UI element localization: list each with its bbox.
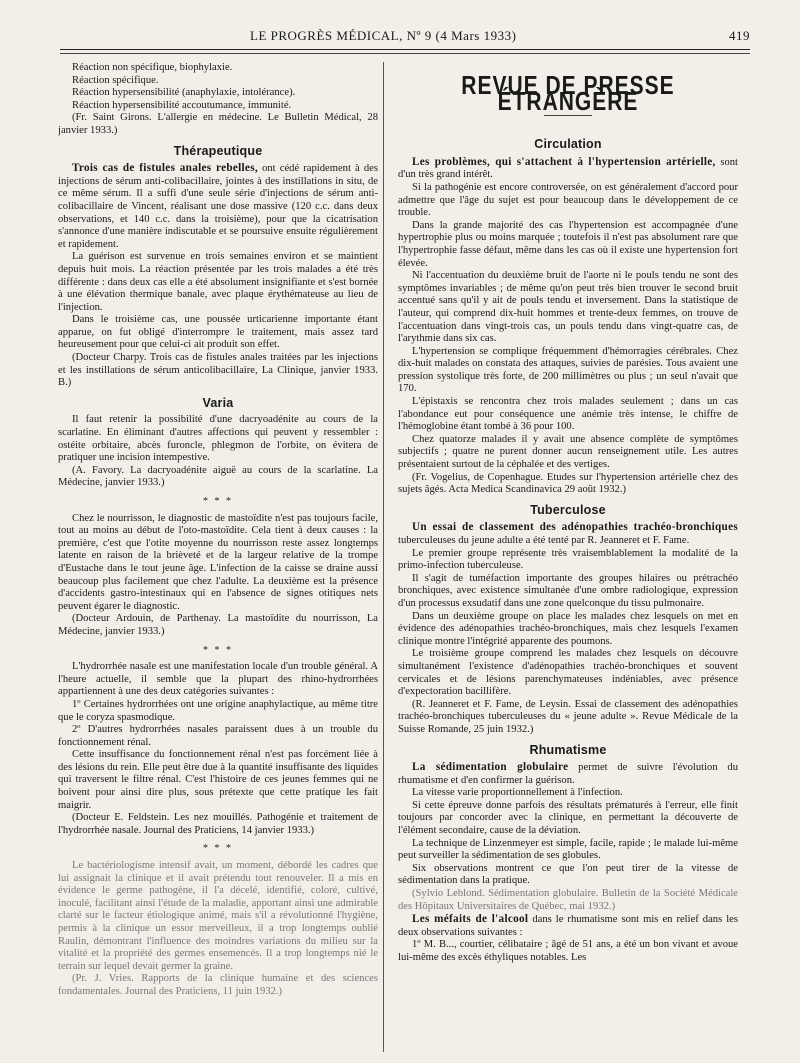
article-lead: Un essai de classement des adénopathies trachéo-bronchiques [412, 521, 738, 534]
intro-line: Réaction spécifique. [72, 74, 159, 86]
article-lead: Les problèmes, qui s'attachent à l'hypertension artérielle, [412, 155, 716, 168]
paragraph: Dans un deuxième groupe on place les malades chez lesquels on met en évidence des adénopathies trachéo-bronchiques, mais chez lesquels l'examen clinique montre l'intégrité apparente des poumons. [398, 610, 738, 647]
paragraph: L'hydrorrhée nasale est une manifestation locale d'un trouble général. A l'heure actuelle, il semble que la plupart des rhino-hydrorrhées appartiennent à une des deux catégories suivantes : [58, 661, 378, 698]
asterism: * * * [203, 496, 233, 507]
paragraph: Il s'agit de tuméfaction importante des groupes hilaires ou prétrachéo bronchiques, avec existence simultanée d'une ombre radiologique, expression d'un processus exsudatif dans une zone quelconque du tissu pulmonaire. [398, 572, 738, 609]
paragraph: ont cédé rapidement à des injections de sérum anti-colibacillaire, jointes à des instillations in situ, de ce même sérum. Il a suffi d'une seule série d'injections de sérum anti-colibacillaire de Vincent, réalisant une dose massive (120 c.c. dans deux observations, et 140 c.c. dans la troisième), pour que la cicatrisation s'annonce d'une manière indiscutable et se poursuive ensuite régulièrement et rapidement. [58, 163, 378, 250]
intro-line: Réaction hypersensibilité accoutumance, immunité. [72, 99, 292, 111]
paragraph: La technique de Linzenmeyer est simple, facile, rapide ; le malade lui-même peut surveiller la sédimentation de ses globules. [398, 837, 738, 862]
reference: (Docteur Charpy. Trois cas de fistules anales traitées par les injections et les instillations de sérum anticolibacillaire, La Clinique, janvier 1933. B.) [58, 352, 378, 389]
paragraph: Dans la grande majorité des cas l'hypertension est accompagnée d'une hypertrophie plus ou moins marquée ; toutefois il n'est pas absolument rare que l'hypertrophie fasse défaut, même dans les cas où il existe une hypertension fort élevée. [398, 219, 738, 269]
paragraph: 2º D'autres hydrorrhées nasales paraissent dues à un trouble du fonctionnement rénal. [58, 724, 378, 748]
section-title: Tuberculose [530, 502, 606, 517]
paragraph: Six observations montrent ce que l'on peut tirer de la vitesse de sédimentation dans la pratique. [398, 862, 738, 887]
asterism: * * * [203, 843, 233, 855]
reference: (Docteur E. Feldstein. Les nez mouillés. Pathogénie et traitement de l'hydrorrhée nasale. Journal des Praticiens, 14 janvier 1933.) [58, 812, 378, 836]
paragraph: dans le rhumatisme sont mis en relief dans les deux observations suivantes : [398, 914, 738, 938]
reference: (Fr. Saint Girons. L'allergie en médecine. Le Bulletin Médical, 28 janvier 1933.) [58, 112, 378, 136]
reference: (Fr. Vogelius, de Copenhague. Etudes sur l'hypertension artérielle chez des sujets âgés. Acta Medica Scandinavica 29 août 1932.) [398, 471, 738, 496]
paragraph: La guérison est survenue en trois semaines environ et se maintient depuis huit mois. La réaction présentée par les trois malades a été très différente : dans deux cas elle a été absolument insignifiante et s'est bornée à une élévation thermique banale, avec plaque érythémateuse au lieu de l'injection. [58, 251, 378, 313]
intro-line: Réaction non spécifique, biophylaxie. [72, 62, 233, 73]
paragraph: Si cette épreuve donne parfois des résultats prématurés à l'erreur, elle finit toujours par concorder avec la clinique, en permettant la découverte de l'élément secondaire, cause de la déviation. [398, 799, 738, 837]
banner-title: REVUE DE PRESSE ÉTRANGÈRE [461, 71, 675, 116]
reference: (Docteur Ardouin, de Parthenay. La mastoïdite du nourrisson, La Médecine, janvier 1933.) [58, 613, 378, 637]
article-lead: Trois cas de fistules anales rebelles, [72, 162, 258, 175]
paragraph: La vitesse varie proportionnellement à l'infection. [412, 787, 623, 799]
paragraph: Ni l'accentuation du deuxième bruit de l'aorte ni le pouls tendu ne sont des symptômes invariables ; de même qu'on peut très bien trouver le second bruit accentué sans qu'il y ait de pouls tendu et inversement. Dans la statistique de l'auteur, qui comprend dix-huit hommes et trente-deux femmes, on trouve de l'accentuation dans vingt-trois cas, un pouls tendu dans vingt-quatre cas, de l'arythmie dans six cas. [398, 270, 738, 345]
asterism: * * * [203, 644, 233, 656]
paragraph: Si la pathogénie est encore controversée, on est généralement d'accord pour admettre que l'âge du sujet est pour beaucoup dans le développement de ce trouble. [398, 181, 738, 219]
header-rule [60, 49, 750, 50]
running-header [60, 28, 750, 46]
reference: (R. Jeanneret et F. Fame, de Leysin. Essai de classement des adénopathies trachéo-bronchiques tuberculeuses du « jeune adulte ». Revue Médicale de la Suisse Romande, 25 juin 1932.) [398, 698, 738, 735]
paragraph: Le premier groupe représente très vraisemblablement la modalité de la primo-infection tuberculeuse. [398, 547, 738, 572]
reference: (Pr. J. Vries. Rapports de la clinique humaine et des sciences fondamentales. Journal des Praticiens, 11 juin 1932.) [58, 973, 378, 997]
section-title: Circulation [534, 137, 602, 152]
journal-title: LE PROGRÈS MÉDICAL, Nº 9 (4 Mars 1933) [250, 28, 517, 43]
article-lead: Les méfaits de l'alcool [412, 913, 529, 926]
section-title: Varia [202, 395, 234, 410]
paragraph: Chez le nourrisson, le diagnostic de mastoïdite n'est pas toujours facile, tout au moins au début de l'oto-mastoïdite. Cela tient à deux causes : la première, c'est que l'otite moyenne du nourrisson reste assez longtemps latente en raison de la brièveté et de la largeur relative de la trompe d'Eustache dans le tout jeune âge. L'infection de la caisse se draine aussi beaucoup plus facilement que chez l'adulte. La deuxième est la présence d'accidents gastro-intestinaux qui en l'absence de signes otitiques nets peuvent égarer le diagnostic. [58, 512, 378, 612]
paragraph: 1º Certaines hydrorrhées ont une origine anaphylactique, au même titre que le coryza spasmodique. [58, 698, 378, 723]
reference: (A. Favory. La dacryoadénite aiguë au cours de la scarlatine. La Médecine, janvier 1933.) [58, 464, 378, 489]
paragraph: permet de suivre l'évolution du rhumatisme et d'en confirmer la guérison. [398, 762, 738, 786]
section-title: Thérapeutique [173, 143, 263, 158]
paragraph: sont d'un très grand intérêt. [398, 156, 738, 181]
paragraph: L'épistaxis se rencontra chez trois malades seulement ; dans un cas l'abondance eut pour conséquence une anémie très intense, le chiffre de l'hémoglobine étant tombé à 36 pour 100. [398, 396, 738, 433]
section-title: Rhumatisme [529, 742, 607, 757]
article-lead: La sédimentation globulaire [412, 761, 569, 774]
reference: (Sylvio Leblond. Sédimentation globulaire. Bulletin de la Société Médicale des Hôpitaux Universitaires de Québec, mai 1932.) [398, 888, 738, 912]
paragraph: Il faut retenir la possibilité d'une dacryoadénite au cours de la scarlatine. En éliminant d'autres affections qui peuvent y ressembler : ostéite orbitaire, abcès furoncle, phlegmon de l'orbite, on évitera de pratiquer une incision intempestive. [58, 414, 378, 464]
paragraph: Le bactériologisme intensif avait, un moment, débordé les cadres que lui assignait la clinique et il avait prétendu tout renouveler. Il a mis en évidence le germe pathogène, il l'a décelé, identifié, coloré, cultivé, inoculé, facilitant ainsi l'étude de la maladie, apportant ainsi une admirable clarté sur le facteur étiologique animé, mais s'il a révolutionné l'hygiène, permis à la clinique un essor merveilleux, il a trop longtemps oublié Raulin, démontrant l'influence des moindres variations du milieu sur la vitalité et la propriété des germes ensemencés. Il a trop longtemps nié le terrain sur lequel devait germer la graine. [58, 860, 378, 972]
page-number: 419 [729, 28, 750, 43]
column-divider [383, 62, 384, 1052]
intro-line: Réaction hypersensibilité (anaphylaxie, intolérance). [72, 87, 296, 99]
left-column [58, 62, 378, 1054]
paragraph: Chez quatorze malades il y avait une absence complète de symptômes subjectifs ; quatre ne purent donner aucun renseignement utile. Les autres présentaient surtout de la céphalée et des vertiges. [398, 433, 738, 471]
paragraph: tuberculeuses du jeune adulte a été tenté par R. Jeanneret et F. Fame. [398, 535, 690, 546]
right-column [398, 62, 738, 1054]
paragraph: L'hypertension se complique fréquemment d'hémorragies cérébrales. Chez dix-huit malades on constata des attaques, suivies de parésies. Tous avaient une pression systolique très forte, de 200 millimètres ou plus ; un seul n'avait que 170. [398, 345, 738, 395]
paragraph: Cette insuffisance du fonctionnement rénal n'est pas forcément liée à des lésions du rein. Elle peut être due à la quantité insuffisante des liquides qui traversent le filtre rénal. C'est l'histoire de ces jeunes femmes qui ne boivent pour ainsi dire plus, sous prétexte que cette pratique les fait maigrir. [58, 749, 378, 811]
header-rule-thin [60, 53, 750, 54]
paragraph: 1º M. B..., courtier, célibataire ; âgé de 51 ans, a été un bon vivant et avoue lui-même des excès éthyliques notables. Les [398, 939, 738, 963]
paragraph: Dans le troisième cas, une poussée urticarienne importante étant apparue, on fut obligé d'interrompre le traitement, mais assez tard heureusement pour que celui-ci ait produit son effet. [58, 314, 378, 351]
paragraph: Le troisième groupe comprend les malades chez lesquels on découvre simultanément l'existence d'adénopathies trachéo-bronchiques et souvent cervicales et de lésions parenchymateuses indéniables, avec présence d'expectoration bacillifère. [398, 648, 738, 698]
intro-list [58, 62, 378, 112]
